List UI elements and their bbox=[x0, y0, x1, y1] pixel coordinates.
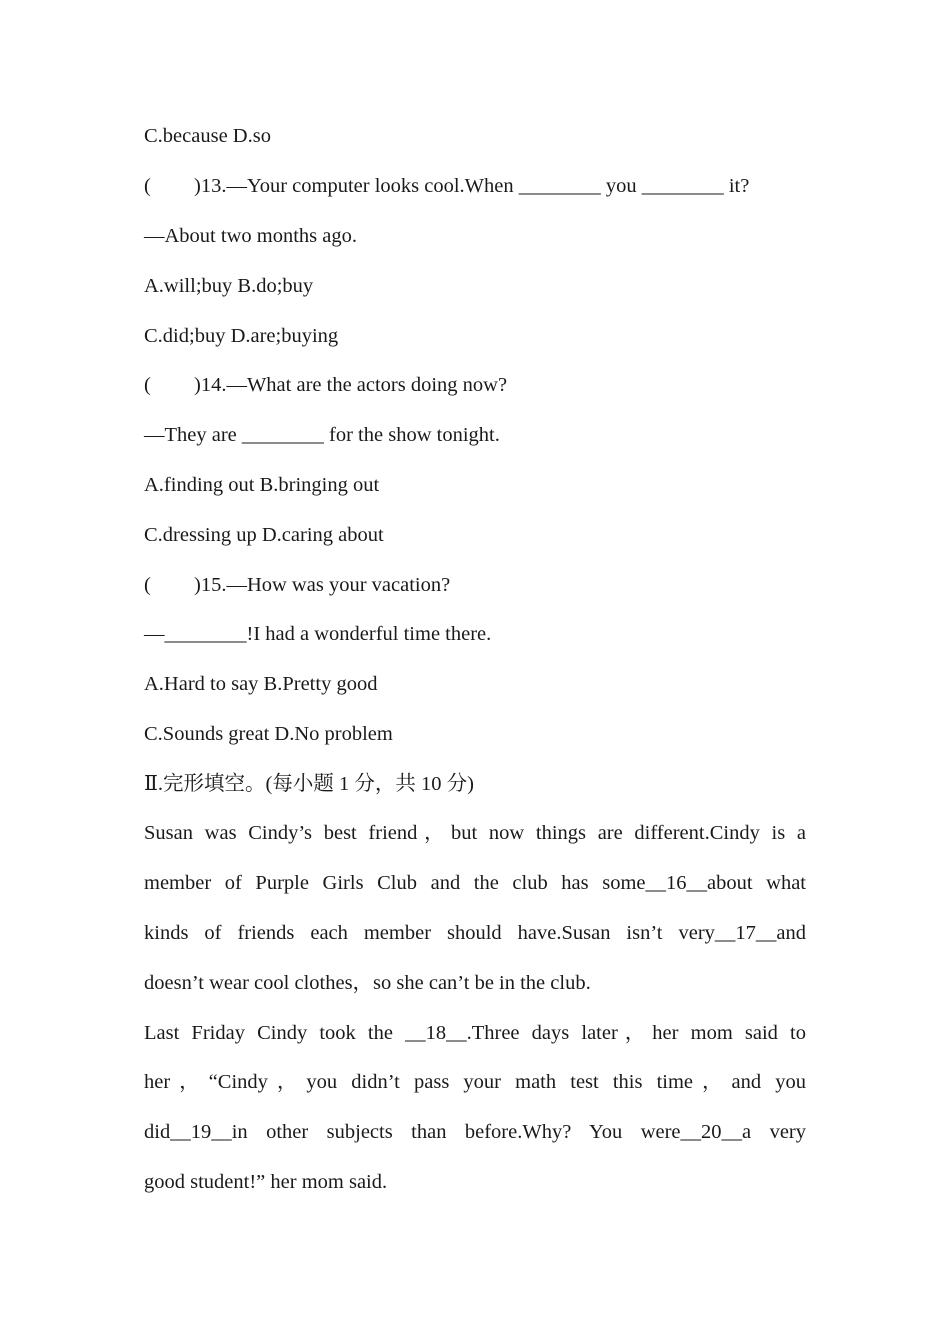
option-line-14-cd: C.dressing up D.caring about bbox=[144, 524, 384, 546]
answer-bracket: ( bbox=[144, 175, 151, 197]
answer-bracket: ( bbox=[144, 574, 151, 596]
question-13 bbox=[144, 172, 749, 200]
option-line-15-ab: A.Hard to say B.Pretty good bbox=[144, 673, 378, 695]
option-line-14-ab: A.finding out B.bringing out bbox=[144, 474, 380, 496]
option-line-15-cd: C.Sounds great D.No problem bbox=[144, 723, 393, 745]
question-14 bbox=[144, 371, 507, 399]
option-line-13-ab: A.will;buy B.do;buy bbox=[144, 275, 314, 297]
question-15-response: —________!I had a wonderful time there. bbox=[144, 623, 492, 645]
question-15 bbox=[144, 571, 450, 599]
passage-line: did__19__in other subjects than before.Why? You were__20__a very bbox=[144, 1121, 806, 1143]
passage-line: member of Purple Girls Club and the club has some__16__about what bbox=[144, 872, 806, 894]
question-13-text: )13.—Your computer looks cool.When ________ you ________ it? bbox=[194, 175, 750, 197]
option-line-12-cd: C.because D.so bbox=[144, 125, 271, 147]
passage-line: Susan was Cindy’s best friend，but now things are different.Cindy is a bbox=[144, 822, 806, 844]
passage-line: good student!” her mom said. bbox=[144, 1171, 388, 1193]
passage-line: Last Friday Cindy took the __18__.Three days later，her mom said to bbox=[144, 1022, 806, 1044]
passage-line: doesn’t wear cool clothes，so she can’t be in the club. bbox=[144, 972, 591, 994]
question-13-response: —About two months ago. bbox=[144, 225, 357, 247]
passage-line: her，“Cindy，you didn’t pass your math test this time，and you bbox=[144, 1071, 806, 1093]
question-14-response: —They are ________ for the show tonight. bbox=[144, 424, 500, 446]
option-line-13-cd: C.did;buy D.are;buying bbox=[144, 325, 339, 347]
question-15-text: )15.—How was your vacation? bbox=[194, 574, 451, 596]
passage-line: kinds of friends each member should have.Susan isn’t very__17__and bbox=[144, 922, 806, 944]
answer-bracket: ( bbox=[144, 374, 151, 396]
section-heading-cloze: Ⅱ.完形填空。(每小题 1 分，共 10 分) bbox=[144, 773, 474, 795]
question-14-text: )14.—What are the actors doing now? bbox=[194, 374, 508, 396]
